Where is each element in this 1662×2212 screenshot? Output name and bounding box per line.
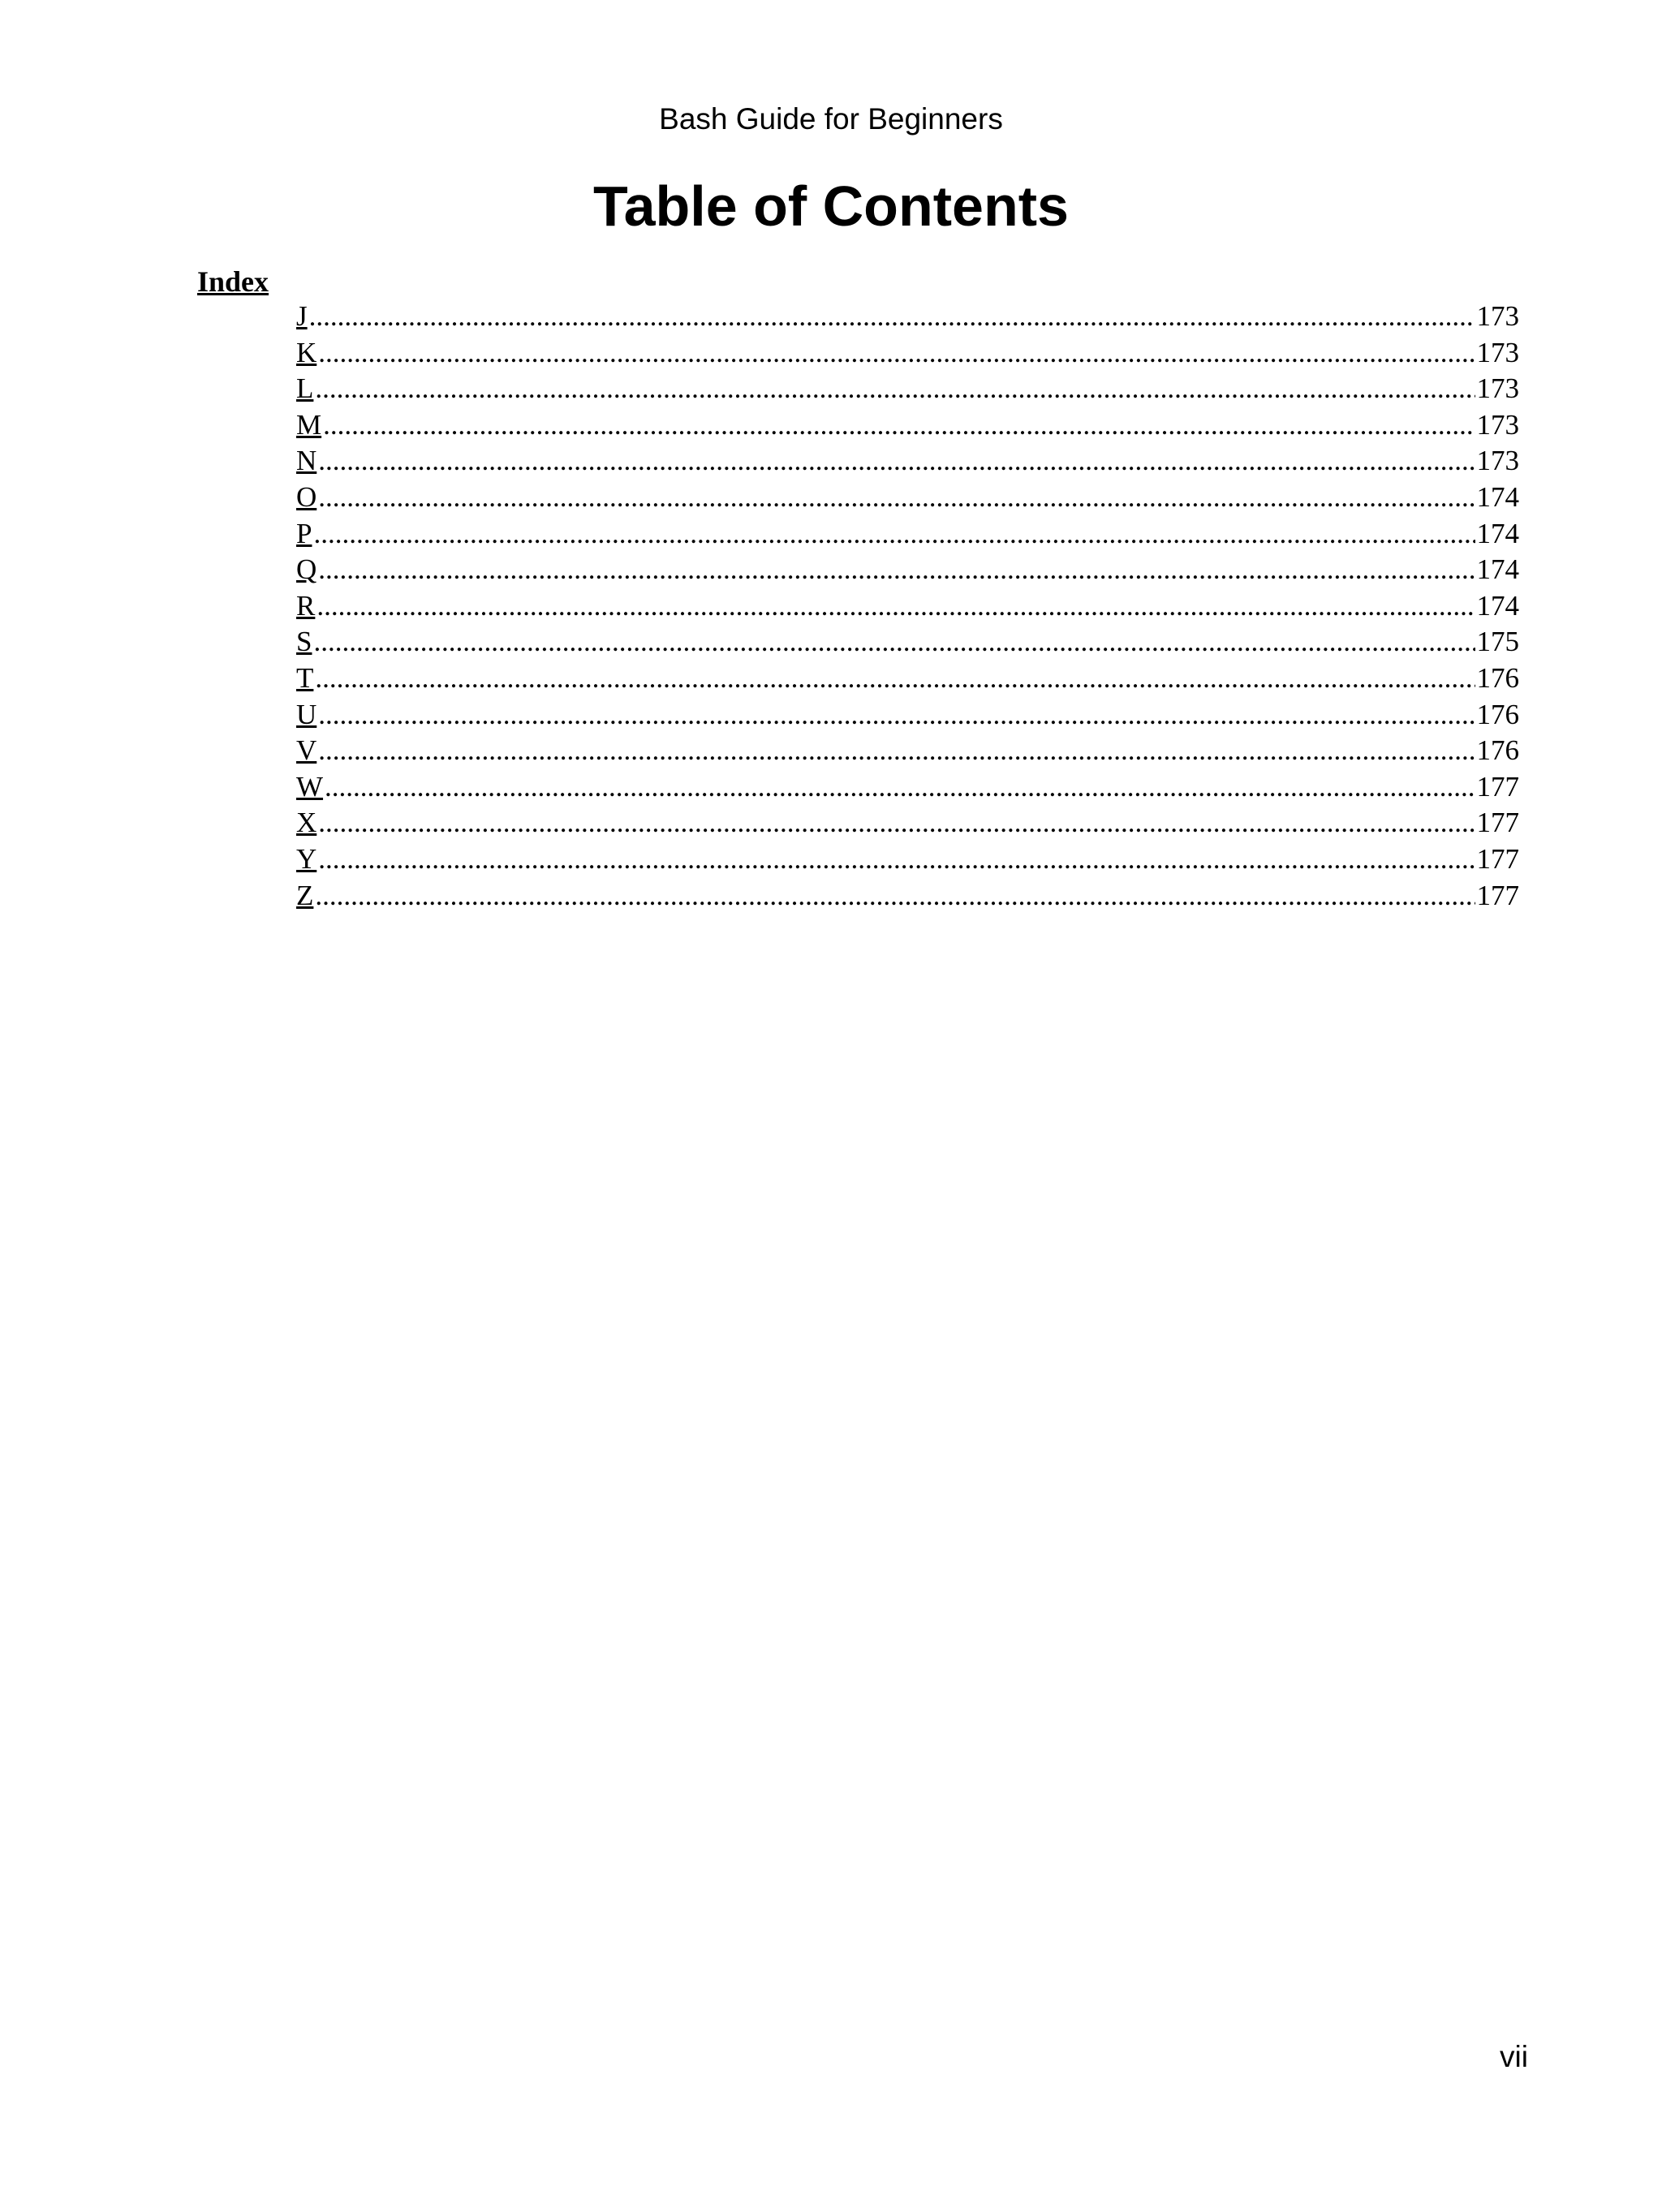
toc-entry-q[interactable] [296, 552, 1519, 588]
toc-entry-label[interactable]: T [296, 661, 314, 694]
toc-entry-label[interactable]: K [296, 336, 317, 368]
toc-entry-label[interactable]: R [296, 589, 316, 622]
toc-section-index-link[interactable]: Index [197, 265, 269, 298]
toc-entry-label[interactable]: L [296, 372, 314, 405]
toc-entry-v[interactable] [296, 733, 1519, 769]
dot-leader [318, 733, 1475, 769]
toc-entry-label[interactable]: Q [296, 553, 317, 586]
dot-leader [318, 552, 1475, 588]
toc-entry-page: 177 [1476, 807, 1519, 839]
dot-leader [318, 335, 1475, 372]
toc-entry-w[interactable] [296, 769, 1519, 806]
toc-entry-s[interactable] [296, 624, 1519, 661]
toc-entry-page: 175 [1476, 626, 1519, 658]
dot-leader [323, 407, 1475, 444]
toc-entry-label[interactable]: S [296, 626, 312, 658]
toc-entry-n[interactable] [296, 443, 1519, 480]
toc-entry-label[interactable]: N [296, 445, 317, 477]
toc-entry-label[interactable]: Z [296, 879, 314, 911]
toc-entry-page: 177 [1476, 842, 1519, 875]
toc-entry-page: 177 [1476, 879, 1519, 911]
toc-entry-page: 174 [1476, 589, 1519, 622]
toc-entry-page: 176 [1476, 698, 1519, 730]
page-number: vii [1500, 2040, 1528, 2073]
dot-leader [318, 480, 1475, 516]
toc-entry-u[interactable] [296, 697, 1519, 734]
toc-entry-t[interactable] [296, 661, 1519, 697]
dot-leader [318, 841, 1475, 878]
toc-entry-page: 176 [1476, 734, 1519, 767]
toc-entry-page: 173 [1476, 372, 1519, 405]
toc-entry-page: 174 [1476, 517, 1519, 549]
toc-entry-label[interactable]: Y [296, 842, 317, 875]
toc-entry-page: 173 [1476, 300, 1519, 332]
toc-entry-list [296, 299, 1519, 914]
toc-entry-label[interactable]: M [296, 408, 322, 441]
toc-entry-label[interactable]: V [296, 734, 317, 767]
toc-entry-page: 174 [1476, 480, 1519, 513]
dot-leader [318, 805, 1475, 841]
dot-leader [325, 769, 1475, 806]
toc-entry-page: 173 [1476, 445, 1519, 477]
toc-entry-label[interactable]: X [296, 807, 317, 839]
dot-leader [315, 661, 1475, 697]
dot-leader [313, 624, 1475, 661]
toc-entry-p[interactable] [296, 516, 1519, 553]
running-header: Bash Guide for Beginners [659, 102, 1003, 136]
toc-entry-y[interactable] [296, 841, 1519, 878]
dot-leader [309, 299, 1475, 335]
toc-entry-page: 173 [1476, 336, 1519, 368]
toc-entry-page: 177 [1476, 770, 1519, 803]
toc-entry-o[interactable] [296, 480, 1519, 516]
toc-entry-page: 176 [1476, 661, 1519, 694]
dot-leader [315, 878, 1475, 914]
toc-entry-page: 173 [1476, 408, 1519, 441]
dot-leader [318, 697, 1475, 734]
toc-entry-x[interactable] [296, 805, 1519, 841]
toc-entry-label[interactable]: U [296, 698, 317, 730]
toc-entry-page: 174 [1476, 553, 1519, 586]
dot-leader [318, 443, 1475, 480]
toc-entry-r[interactable] [296, 588, 1519, 625]
toc-entry-label[interactable]: O [296, 480, 317, 513]
toc-entry-label[interactable]: P [296, 517, 312, 549]
toc-entry-m[interactable] [296, 407, 1519, 444]
toc-entry-z[interactable] [296, 878, 1519, 914]
dot-leader [316, 588, 1475, 625]
toc-entry-label[interactable]: W [296, 770, 324, 803]
dot-leader [313, 516, 1475, 553]
toc-entry-j[interactable] [296, 299, 1519, 335]
toc-entry-label[interactable]: J [296, 300, 308, 332]
toc-entry-l[interactable] [296, 371, 1519, 407]
toc-entry-k[interactable] [296, 335, 1519, 372]
dot-leader [315, 371, 1475, 407]
page-title: Table of Contents [593, 174, 1069, 238]
